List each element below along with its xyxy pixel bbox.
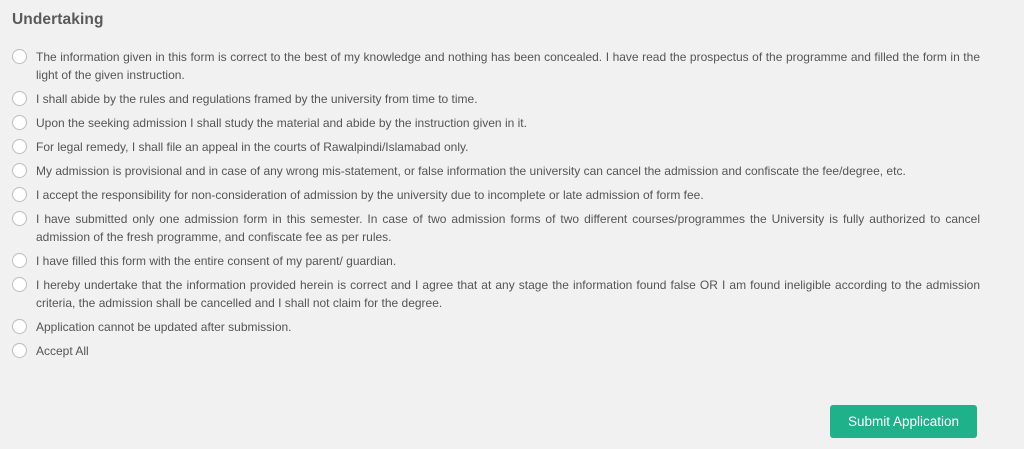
- radio-button[interactable]: [12, 115, 27, 130]
- undertaking-item[interactable]: [12, 186, 980, 204]
- radio-button[interactable]: [12, 253, 27, 268]
- undertaking-text: I have filled this form with the entire consent of my parent/ guardian.: [36, 254, 397, 268]
- undertaking-item[interactable]: [12, 162, 980, 180]
- undertaking-text: For legal remedy, I shall file an appeal in the courts of Rawalpindi/Islamabad only.: [36, 140, 469, 154]
- undertaking-text: My admission is provisional and in case of any wrong mis-statement, or false information the university can cancel the admission and confiscate the fee/degree, etc.: [36, 164, 906, 178]
- undertaking-item[interactable]: [12, 90, 980, 108]
- radio-button[interactable]: [12, 277, 27, 292]
- undertaking-text: Application cannot be updated after submission.: [36, 320, 292, 334]
- accept-all-item[interactable]: [12, 342, 980, 360]
- undertaking-item[interactable]: [12, 138, 980, 156]
- undertaking-item[interactable]: [12, 252, 980, 270]
- undertaking-item[interactable]: [12, 114, 980, 132]
- radio-button[interactable]: [12, 163, 27, 178]
- undertaking-item[interactable]: [12, 318, 980, 336]
- undertaking-item[interactable]: [12, 276, 980, 312]
- radio-button[interactable]: [12, 139, 27, 154]
- undertaking-text: The information given in this form is correct to the best of my knowledge and nothing has been concealed. I have read the prospectus of the programme and filled the form in the light of the given instruction.: [36, 50, 980, 82]
- submit-application-button[interactable]: Submit Application: [830, 405, 977, 438]
- undertaking-list: [12, 48, 980, 366]
- radio-button[interactable]: [12, 211, 27, 226]
- undertaking-text: I accept the responsibility for non-consideration of admission by the university due to incomplete or late admission of form fee.: [36, 188, 704, 202]
- section-title: Undertaking: [12, 11, 104, 28]
- radio-button[interactable]: [12, 91, 27, 106]
- undertaking-text: I shall abide by the rules and regulations framed by the university from time to time.: [36, 92, 478, 106]
- radio-button[interactable]: [12, 187, 27, 202]
- accept-all-radio[interactable]: [12, 343, 27, 358]
- undertaking-item[interactable]: [12, 210, 980, 246]
- radio-button[interactable]: [12, 319, 27, 334]
- undertaking-text: I hereby undertake that the information provided herein is correct and I agree that at any stage the information found false OR I am found ineligible according to the admission criteria, the admission shall be cancelled and I shall not claim for the degree.: [36, 278, 980, 310]
- undertaking-text: I have submitted only one admission form in this semester. In case of two admission forms of two different courses/programmes the University is fully authorized to cancel admission of the fresh programme, and confiscate fee as per rules.: [36, 212, 980, 244]
- accept-all-label: Accept All: [36, 344, 89, 358]
- undertaking-text: Upon the seeking admission I shall study the material and abide by the instruction given in it.: [36, 116, 527, 130]
- undertaking-item[interactable]: [12, 48, 980, 84]
- radio-button[interactable]: [12, 49, 27, 64]
